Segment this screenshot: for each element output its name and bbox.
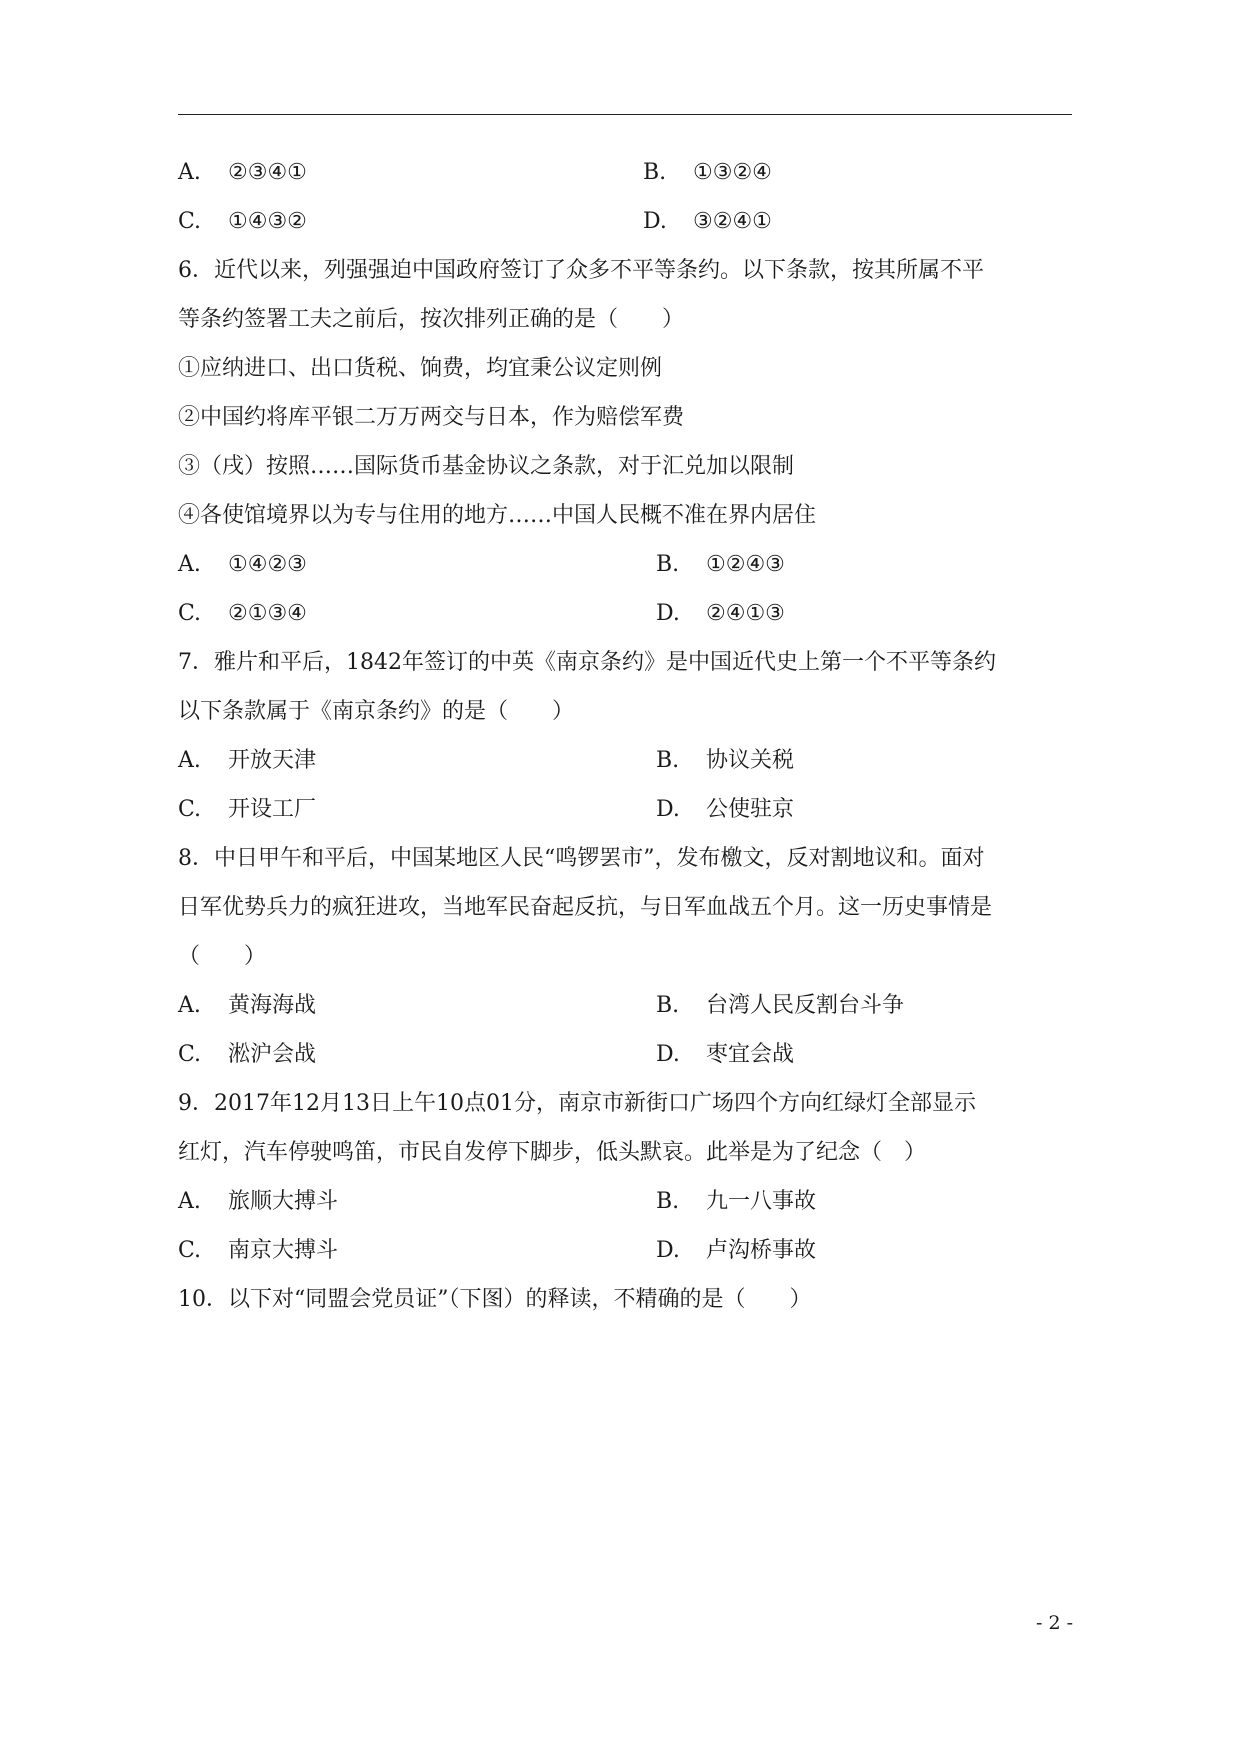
q7-option-c[interactable]: C. 开设工厂 xyxy=(178,797,317,822)
q9-option-b[interactable]: B. 九一八事故 xyxy=(656,1189,817,1214)
q8-option-c[interactable]: C. 淞沪会战 xyxy=(178,1042,317,1067)
q6-option-c[interactable]: C. ②①③④ xyxy=(178,601,307,626)
q8-stem-line: 8．中日甲午和平后，中国某地区人民“鸣锣罢市”，发布檄文，反对割地议和。面对 xyxy=(178,846,985,871)
q8-option-b[interactable]: B. 台湾人民反割台斗争 xyxy=(656,993,905,1018)
q5-option-row xyxy=(178,197,1078,246)
q6-option-row xyxy=(178,589,1078,638)
q8-stem-line: （ ） xyxy=(178,944,267,969)
q8-option-row xyxy=(178,1030,1078,1079)
q6-option-a[interactable]: A. ①④②③ xyxy=(178,552,307,577)
q9-option-a[interactable]: A. 旅顺大搏斗 xyxy=(178,1189,339,1214)
q6-stem-line: 6．近代以来，列强强迫中国政府签订了众多不平等条约。以下条款，按其所属不平 xyxy=(178,258,984,283)
q10-stem-line: 10．以下对“同盟会党员证”（下图）的释读，不精确的是（ ） xyxy=(178,1287,812,1312)
q6-item: ①应纳进口、出口货税、饷费，均宜秉公议定则例 xyxy=(178,356,663,381)
q6-item: ③（戌）按照……国际货币基金协议之条款，对于汇兑加以限制 xyxy=(178,454,795,479)
q6-item: ④各使馆境界以为专与住用的地方……中国人民概不准在界内居住 xyxy=(178,503,817,528)
q8-option-a[interactable]: A. 黄海海战 xyxy=(178,993,317,1018)
q9-option-row xyxy=(178,1177,1078,1226)
q7-option-d[interactable]: D. 公使驻京 xyxy=(656,797,795,822)
q9-option-c[interactable]: C. 南京大搏斗 xyxy=(178,1238,339,1263)
q6-option-d[interactable]: D. ②④①③ xyxy=(656,601,785,626)
q5-option-a[interactable]: A. ②③④① xyxy=(178,160,307,185)
q7-option-b[interactable]: B. 协议关税 xyxy=(656,748,795,773)
page-number: - 2 - xyxy=(1036,1612,1074,1634)
q6-item: ②中国约将库平银二万万两交与日本，作为赔偿军费 xyxy=(178,405,685,430)
page-content xyxy=(178,148,1078,1324)
q5-option-row xyxy=(178,148,1078,197)
q6-stem-line: 等条约签署工夫之前后，按次排列正确的是（ ） xyxy=(178,307,685,332)
q8-option-d[interactable]: D. 枣宜会战 xyxy=(656,1042,795,1067)
q7-option-row xyxy=(178,736,1078,785)
q7-stem-line: 7．雅片和平后，1842年签订的中英《南京条约》是中国近代史上第一个不平等条约 xyxy=(178,650,996,675)
header-rule xyxy=(178,114,1072,115)
q5-option-b[interactable]: B. ①③②④ xyxy=(643,160,772,185)
q5-option-d[interactable]: D. ③②④① xyxy=(643,209,772,234)
q7-stem-line: 以下条款属于《南京条约》的是（ ） xyxy=(178,699,575,724)
q6-option-b[interactable]: B. ①②④③ xyxy=(656,552,785,577)
q6-option-row xyxy=(178,540,1078,589)
q9-stem-line: 红灯，汽车停驶鸣笛，市民自发停下脚步，低头默哀。此举是为了纪念（ ） xyxy=(178,1140,927,1165)
q8-stem-line: 日军优势兵力的疯狂进攻，当地军民奋起反抗，与日军血战五个月。这一历史事情是 xyxy=(178,895,993,920)
q9-option-d[interactable]: D. 卢沟桥事故 xyxy=(656,1238,817,1263)
q5-option-c[interactable]: C. ①④③② xyxy=(178,209,307,234)
q8-option-row xyxy=(178,981,1078,1030)
q9-option-row xyxy=(178,1226,1078,1275)
q7-option-a[interactable]: A. 开放天津 xyxy=(178,748,317,773)
q7-option-row xyxy=(178,785,1078,834)
q9-stem-line: 9．2017年12月13日上午10点01分，南京市新街口广场四个方向红绿灯全部显示 xyxy=(178,1091,976,1116)
